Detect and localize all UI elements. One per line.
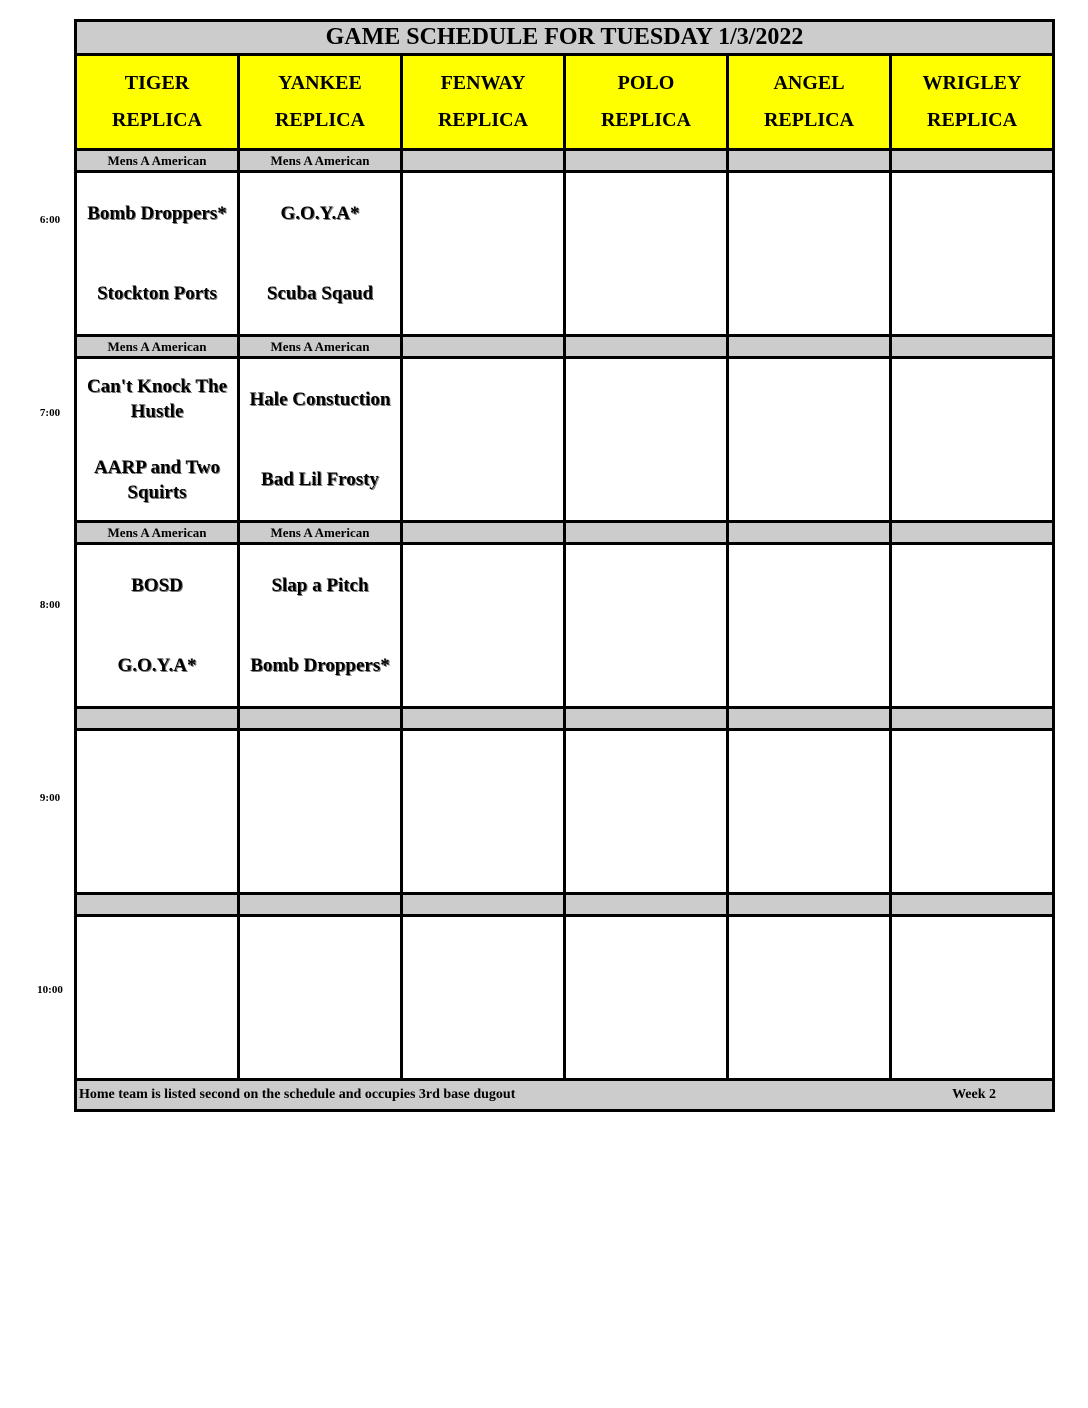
division-label	[402, 522, 565, 544]
division-label	[402, 150, 565, 172]
division-label: Mens A American	[76, 522, 239, 544]
game-cell	[891, 730, 1054, 894]
matchup	[77, 917, 237, 1078]
division-label	[402, 894, 565, 916]
away-team	[892, 173, 1052, 254]
home-team	[892, 998, 1052, 1079]
field-type: REPLICA	[274, 109, 365, 131]
home-team	[403, 812, 563, 893]
game-cell	[402, 358, 565, 522]
home-team	[566, 812, 726, 893]
field-name: WRIGLEY	[922, 72, 1022, 94]
division-label	[239, 894, 402, 916]
footer-cell	[76, 1080, 1054, 1111]
division-label	[728, 708, 891, 730]
away-team	[403, 731, 563, 812]
away-team: G.O.Y.A*	[280, 202, 360, 224]
home-team	[403, 440, 563, 521]
division-label: Mens A American	[239, 522, 402, 544]
time-label: 10:00	[37, 984, 63, 996]
matchup	[240, 545, 400, 706]
home-team	[240, 812, 400, 893]
game-cell	[728, 172, 891, 336]
division-label	[891, 522, 1054, 544]
matchup	[729, 731, 889, 892]
matchup	[77, 173, 237, 334]
home-team: AARP and Two Squirts	[94, 456, 220, 503]
division-label	[76, 708, 239, 730]
division-label	[565, 894, 728, 916]
home-team	[77, 812, 237, 893]
home-team	[240, 998, 400, 1079]
field-name: FENWAY	[440, 72, 526, 94]
away-team	[403, 359, 563, 440]
home-team	[566, 440, 726, 521]
matchup	[403, 731, 563, 892]
game-row	[76, 172, 1054, 336]
matchup	[403, 545, 563, 706]
game-cell	[891, 544, 1054, 708]
away-team: BOSD	[131, 574, 183, 596]
matchup	[566, 173, 726, 334]
away-team	[729, 731, 889, 812]
away-team	[566, 545, 726, 626]
division-row	[76, 336, 1054, 358]
game-cell	[891, 358, 1054, 522]
matchup	[729, 359, 889, 520]
division-label	[728, 522, 891, 544]
matchup	[892, 359, 1052, 520]
away-team	[566, 731, 726, 812]
division-label: Mens A American	[76, 150, 239, 172]
away-team	[240, 917, 400, 998]
home-team: Bomb Droppers*	[250, 655, 390, 677]
away-team	[892, 359, 1052, 440]
away-team	[403, 545, 563, 626]
division-label	[402, 708, 565, 730]
game-row	[76, 358, 1054, 522]
away-team	[566, 359, 726, 440]
away-team	[892, 917, 1052, 998]
game-cell	[239, 544, 402, 708]
game-cell	[728, 358, 891, 522]
division-label	[891, 708, 1054, 730]
away-team	[566, 917, 726, 998]
division-label	[728, 150, 891, 172]
division-label	[728, 336, 891, 358]
time-label: 9:00	[39, 791, 61, 804]
game-cell	[565, 172, 728, 336]
away-team	[729, 173, 889, 254]
away-team	[892, 731, 1052, 812]
game-cell	[239, 730, 402, 894]
game-cell	[239, 358, 402, 522]
game-cell	[76, 172, 239, 336]
division-label	[891, 336, 1054, 358]
game-cell	[76, 916, 239, 1080]
away-team	[77, 731, 237, 812]
home-team	[403, 254, 563, 335]
matchup	[566, 917, 726, 1078]
away-team: Hale Constuction	[249, 388, 391, 410]
game-cell	[239, 916, 402, 1080]
time-label: 7:00	[39, 406, 61, 419]
game-cell	[565, 544, 728, 708]
matchup	[240, 173, 400, 334]
matchup	[240, 917, 400, 1078]
game-cell	[728, 730, 891, 894]
game-cell	[728, 544, 891, 708]
away-team: Slap a Pitch	[271, 574, 369, 596]
division-label	[891, 150, 1054, 172]
away-team	[892, 545, 1052, 626]
time-label: 6:00	[39, 214, 61, 226]
matchup	[77, 359, 237, 520]
division-label	[565, 522, 728, 544]
field-type: REPLICA	[763, 109, 854, 131]
game-cell	[76, 730, 239, 894]
division-label	[402, 336, 565, 358]
matchup	[403, 917, 563, 1078]
away-team	[729, 359, 889, 440]
game-cell	[402, 730, 565, 894]
field-type: REPLICA	[600, 109, 691, 131]
division-label	[565, 708, 728, 730]
home-team	[566, 254, 726, 335]
matchup	[566, 359, 726, 520]
field-header-polo	[565, 55, 728, 150]
home-team	[403, 998, 563, 1079]
title-row	[76, 21, 1054, 55]
home-team-note: Home team is listed second on the schedule and occupies 3rd base dugout	[79, 1087, 516, 1102]
away-team	[240, 731, 400, 812]
matchup	[403, 173, 563, 334]
matchup	[892, 545, 1052, 706]
game-cell	[891, 172, 1054, 336]
game-row	[76, 916, 1054, 1080]
home-team	[892, 440, 1052, 521]
game-cell	[76, 544, 239, 708]
game-cell	[402, 916, 565, 1080]
matchup	[892, 731, 1052, 892]
field-header-row	[76, 55, 1054, 150]
home-team	[729, 998, 889, 1079]
field-type: REPLICA	[111, 109, 202, 131]
matchup	[729, 545, 889, 706]
matchup	[240, 359, 400, 520]
home-team: Stockton Ports	[97, 283, 217, 305]
field-type: REPLICA	[437, 109, 528, 131]
division-label: Mens A American	[239, 150, 402, 172]
away-team	[77, 917, 237, 998]
away-team	[729, 545, 889, 626]
division-row	[76, 522, 1054, 544]
away-team: Can't Knock The Hustle	[86, 376, 228, 423]
home-team: G.O.Y.A*	[117, 655, 197, 677]
matchup	[77, 545, 237, 706]
field-name: YANKEE	[278, 72, 362, 94]
game-cell	[76, 358, 239, 522]
division-row	[76, 894, 1054, 916]
schedule-title: GAME SCHEDULE FOR TUESDAY 1/3/2022	[76, 21, 1054, 55]
matchup	[892, 917, 1052, 1078]
matchup	[729, 173, 889, 334]
matchup	[403, 359, 563, 520]
footer-row	[76, 1080, 1054, 1111]
game-cell	[565, 730, 728, 894]
week-label: Week 2	[952, 1087, 997, 1102]
home-team	[892, 254, 1052, 335]
matchup	[77, 731, 237, 892]
field-type: REPLICA	[927, 109, 1018, 131]
division-label	[565, 150, 728, 172]
home-team	[403, 626, 563, 707]
home-team	[892, 626, 1052, 707]
away-team	[729, 917, 889, 998]
game-cell	[402, 172, 565, 336]
home-team	[729, 440, 889, 521]
division-label	[239, 708, 402, 730]
division-label	[565, 336, 728, 358]
field-header-tiger	[76, 55, 239, 150]
game-cell	[402, 544, 565, 708]
field-name: TIGER	[124, 72, 190, 94]
home-team	[729, 254, 889, 335]
away-team: Bomb Droppers*	[87, 202, 227, 224]
home-team	[566, 626, 726, 707]
division-row	[76, 150, 1054, 172]
matchup	[729, 917, 889, 1078]
field-header-yankee	[239, 55, 402, 150]
home-team	[77, 998, 237, 1079]
home-team	[892, 812, 1052, 893]
matchup	[240, 731, 400, 892]
division-label	[891, 894, 1054, 916]
away-team	[403, 917, 563, 998]
away-team	[566, 173, 726, 254]
division-label	[76, 894, 239, 916]
game-row	[76, 730, 1054, 894]
division-label	[728, 894, 891, 916]
home-team	[729, 812, 889, 893]
matchup	[566, 731, 726, 892]
field-name: POLO	[617, 72, 675, 94]
field-header-wrigley	[891, 55, 1054, 150]
game-row	[76, 544, 1054, 708]
field-header-angel	[728, 55, 891, 150]
game-cell	[565, 916, 728, 1080]
matchup	[566, 545, 726, 706]
home-team	[566, 998, 726, 1079]
division-label: Mens A American	[76, 336, 239, 358]
field-name: ANGEL	[773, 72, 845, 94]
home-team: Bad Lil Frosty	[261, 469, 379, 491]
division-label: Mens A American	[239, 336, 402, 358]
home-team: Scuba Sqaud	[266, 283, 374, 305]
schedule-table	[74, 19, 1055, 1112]
game-cell	[728, 916, 891, 1080]
field-header-fenway	[402, 55, 565, 150]
time-label: 8:00	[39, 599, 61, 611]
matchup	[892, 173, 1052, 334]
away-team	[403, 173, 563, 254]
game-cell	[565, 358, 728, 522]
home-team	[729, 626, 889, 707]
game-cell	[239, 172, 402, 336]
game-cell	[891, 916, 1054, 1080]
division-row	[76, 708, 1054, 730]
